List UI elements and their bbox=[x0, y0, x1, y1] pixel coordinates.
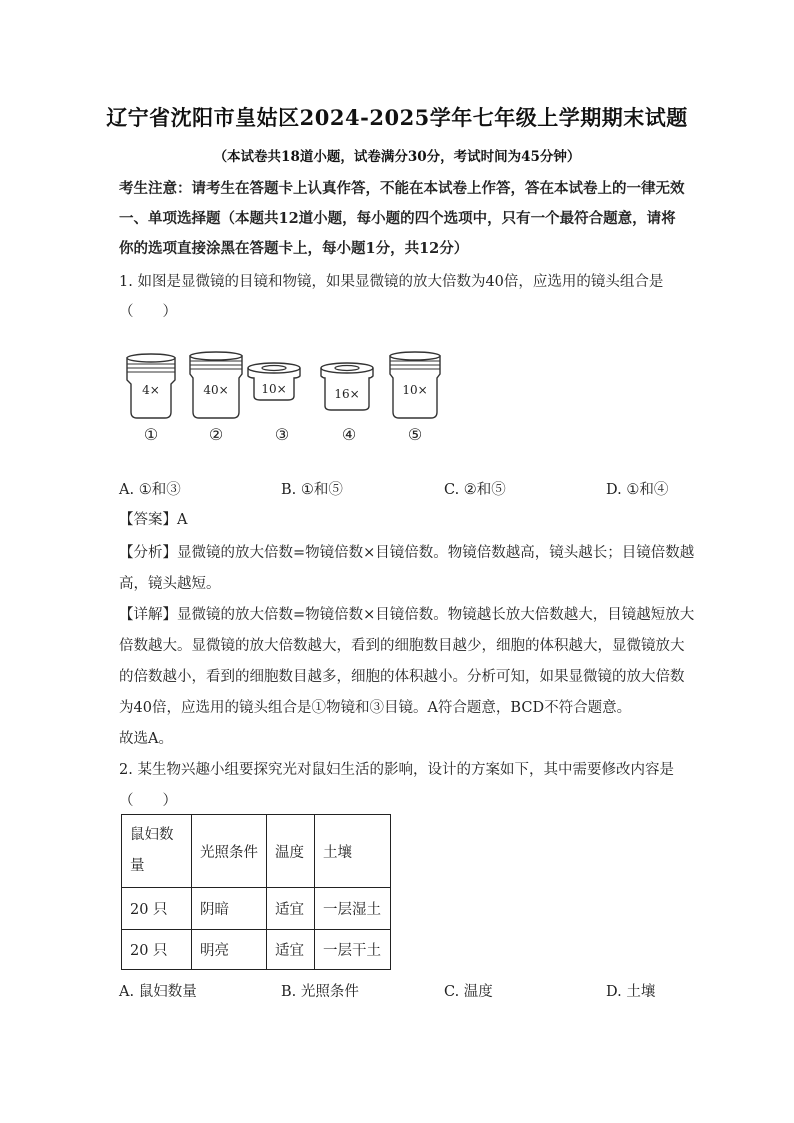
table-cell: 一层湿土 bbox=[315, 888, 391, 930]
lens-4-eyepiece-16x bbox=[319, 360, 375, 416]
q2-option-c: C. 温度 bbox=[444, 984, 493, 1000]
lens-2-number: ② bbox=[208, 425, 224, 444]
q1-detail-line2: 倍数越大。显微镜的放大倍数越大，看到的细胞数目越少，细胞的体积越大，显微镜放大 bbox=[119, 638, 685, 654]
lens-2-mark: 40× bbox=[203, 383, 229, 397]
table-cell: 适宜 bbox=[267, 930, 315, 970]
q2-option-a: A. 鼠妇数量 bbox=[119, 984, 197, 1000]
lens-5-mark: 10× bbox=[402, 383, 428, 397]
lens-5-number: ⑤ bbox=[407, 425, 423, 444]
q1-option-a: A. ①和③ bbox=[119, 482, 181, 498]
lens-1-mark: 4× bbox=[142, 383, 160, 397]
lens-3-mark: 10× bbox=[261, 382, 287, 396]
header-cell-soil: 土壤 bbox=[315, 815, 391, 888]
q1-detail-line4: 为40倍，应选用的镜头组合是①物镜和③目镜。A符合题意，BCD不符合题意。 bbox=[119, 700, 632, 716]
q1-stem: 1. 如图是显微镜的目镜和物镜，如果显微镜的放大倍数为40倍，应选用的镜头组合是 bbox=[119, 274, 664, 290]
q1-detail-line3: 的倍数越小，看到的细胞数目越多，细胞的体积越小。分析可知，如果显微镜的放大倍数 bbox=[119, 669, 685, 685]
exam-info: （本试卷共18道小题，试卷满分30分，考试时间为45分钟） bbox=[213, 149, 581, 165]
section-heading-line1: 一、单项选择题（本题共12道小题，每小题的四个选项中，只有一个最符合题意，请将 bbox=[119, 210, 676, 227]
header-cell-temp: 温度 bbox=[267, 815, 315, 888]
lens-3-number: ③ bbox=[274, 425, 290, 444]
table-row bbox=[122, 930, 391, 970]
q1-paren: （ ） bbox=[119, 304, 177, 320]
q1-detail-line1: 【详解】显微镜的放大倍数=物镜倍数×目镜倍数。物镜越长放大倍数越大，目镜越短放大 bbox=[119, 607, 695, 623]
table-cell: 20 只 bbox=[122, 930, 192, 970]
q2-paren: （ ） bbox=[119, 793, 177, 809]
table-cell: 20 只 bbox=[122, 888, 192, 930]
lens-1-number: ① bbox=[143, 425, 159, 444]
header-count-line2: 量 bbox=[130, 858, 145, 874]
header-count-line1: 鼠妇数 bbox=[130, 827, 174, 843]
lens-4-number: ④ bbox=[341, 425, 357, 444]
q2-stem: 2. 某生物兴趣小组要探究光对鼠妇生活的影响，设计的方案如下，其中需要修改内容是 bbox=[119, 762, 674, 778]
header-cell-light: 光照条件 bbox=[192, 815, 267, 888]
q1-answer: 【答案】A bbox=[119, 512, 188, 528]
table-cell: 一层干土 bbox=[315, 930, 391, 970]
notice: 考生注意：请考生在答题卡上认真作答，不能在本试卷上作答，答在本试卷上的一律无效 bbox=[119, 180, 685, 197]
lens-5-objective-10x bbox=[387, 350, 443, 422]
q2-option-b: B. 光照条件 bbox=[281, 984, 359, 1000]
lens-3-eyepiece-10x bbox=[246, 360, 302, 406]
q1-option-b: B. ①和⑤ bbox=[281, 482, 343, 498]
table-cell: 阴暗 bbox=[192, 888, 267, 930]
q2-experiment-table bbox=[121, 814, 391, 970]
table-cell: 适宜 bbox=[267, 888, 315, 930]
q2-option-d: D. 土壤 bbox=[606, 984, 656, 1000]
lens-1-eyepiece-4x bbox=[123, 350, 179, 422]
table-cell: 明亮 bbox=[192, 930, 267, 970]
table-row bbox=[122, 888, 391, 930]
header-cell-count bbox=[122, 815, 192, 888]
q1-analysis-line2: 高，镜头越短。 bbox=[119, 576, 221, 592]
q1-option-d: D. ①和④ bbox=[606, 482, 669, 498]
page-title: 辽宁省沈阳市皇姑区2024-2025学年七年级上学期期末试题 bbox=[106, 105, 688, 130]
table-header-row bbox=[122, 815, 391, 888]
q1-conclusion: 故选A。 bbox=[119, 731, 173, 747]
lens-4-mark: 16× bbox=[334, 387, 360, 401]
lens-2-objective-40x bbox=[187, 350, 245, 422]
section-heading-line2: 你的选项直接涂黑在答题卡上，每小题1分，共12分） bbox=[119, 240, 469, 257]
q1-option-c: C. ②和⑤ bbox=[444, 482, 506, 498]
q1-analysis-line1: 【分析】显微镜的放大倍数=物镜倍数×目镜倍数。物镜倍数越高，镜头越长；目镜倍数越 bbox=[119, 545, 695, 561]
